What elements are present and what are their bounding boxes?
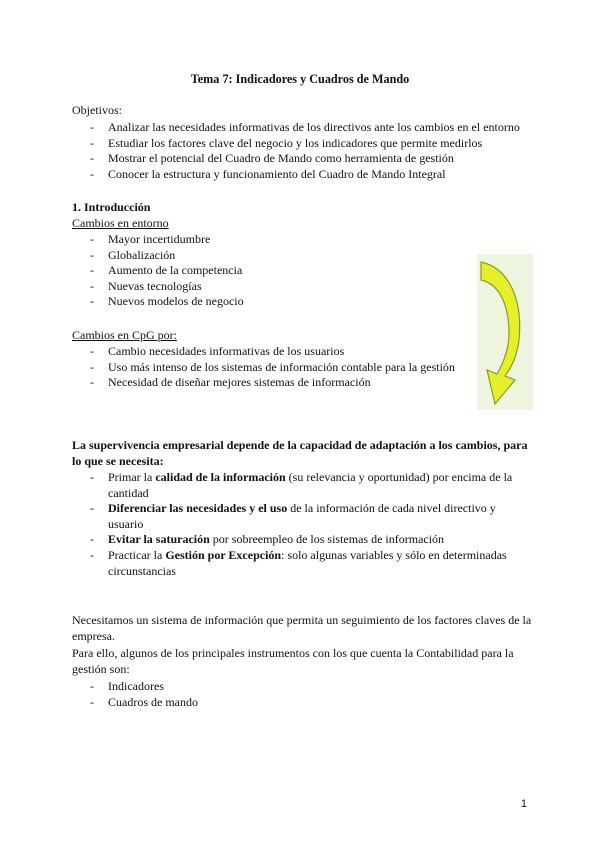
item-bold-text: calidad de la información [155,470,286,484]
list-item: - Uso más intenso de los sistemas de información contable para la gestión [72,360,532,376]
item-text: (su relevancia y oportunidad) por encima de la cantidad [108,470,513,500]
list-item: - Globalización [72,248,532,264]
item-bold-text: Gestión por Excepción [165,547,282,562]
item-bold-text: Diferenciar las necesidades y el uso [108,501,288,516]
list-item: - Conocer la estructura y funcionamiento del Cuadro de Mando Integral [72,167,532,183]
list-item: - Aumento de la competencia [72,263,532,279]
conclusion-paragraph-1: Necesitamos un sistema de información que permita un seguimiento de los factores claves de la empresa. [72,613,532,643]
cambios-entorno-list [72,232,532,310]
objetivos-list [72,120,532,182]
list-item: - Cuadros de mando [72,695,532,711]
conclusion-paragraph-2: Para ello, algunos de los principales instrumentos con los que cuenta la Contabilidad para la gestión son: [72,646,514,676]
item-bold-text: Evitar la saturación [108,532,210,547]
list-item [72,501,532,532]
page-title: Tema 7: Indicadores y Cuadros de Mando [190,72,410,86]
list-item [72,548,532,579]
list-item [72,470,532,501]
item-text: de la información de cada nivel directivo y usuario [108,501,496,531]
list-item: - Necesidad de diseñar mejores sistemas de información [72,375,532,391]
supervivencia-list [72,470,532,579]
list-item: - Nuevas tecnologías [72,279,532,295]
list-item: - Cambio necesidades informativas de los usuarios [72,344,532,360]
curved-arrow-icon [477,254,533,410]
arrow-shape [481,262,520,404]
item-text: : solo algunas variables y sólo en determinadas circunstancias [108,547,507,578]
page-number: 1 [520,798,527,810]
item-text: Primar la [108,470,156,484]
list-item: - Indicadores [72,679,532,695]
item-text: por sobreempleo de los sistemas de información [209,532,445,547]
section-heading-introduccion: 1. Introducción [72,200,151,214]
cambios-cpg-label: Cambios en CpG por: [72,328,177,342]
list-item [72,532,532,548]
supervivencia-heading: La supervivencia empresarial depende de la capacidad de adaptación a los cambios, para lo que se necesita: [72,438,528,468]
list-item: - Estudiar los factores clave del negocio y los indicadores que permite medirlos [72,136,532,152]
objetivos-label: Objetivos: [72,103,122,117]
instrumentos-list [72,679,532,710]
cambios-entorno-label: Cambios en entorno [72,216,169,230]
list-item: - Analizar las necesidades informativas de los directivos ante los cambios en el entorno [72,120,532,136]
list-item: - Mostrar el potencial del Cuadro de Mando como herramienta de gestión [72,151,532,167]
list-item: - Nuevos modelos de negocio [72,294,532,310]
list-item: - Mayor incertidumbre [72,232,532,248]
item-text: Practicar la [108,547,166,562]
cambios-cpg-list [72,344,532,391]
